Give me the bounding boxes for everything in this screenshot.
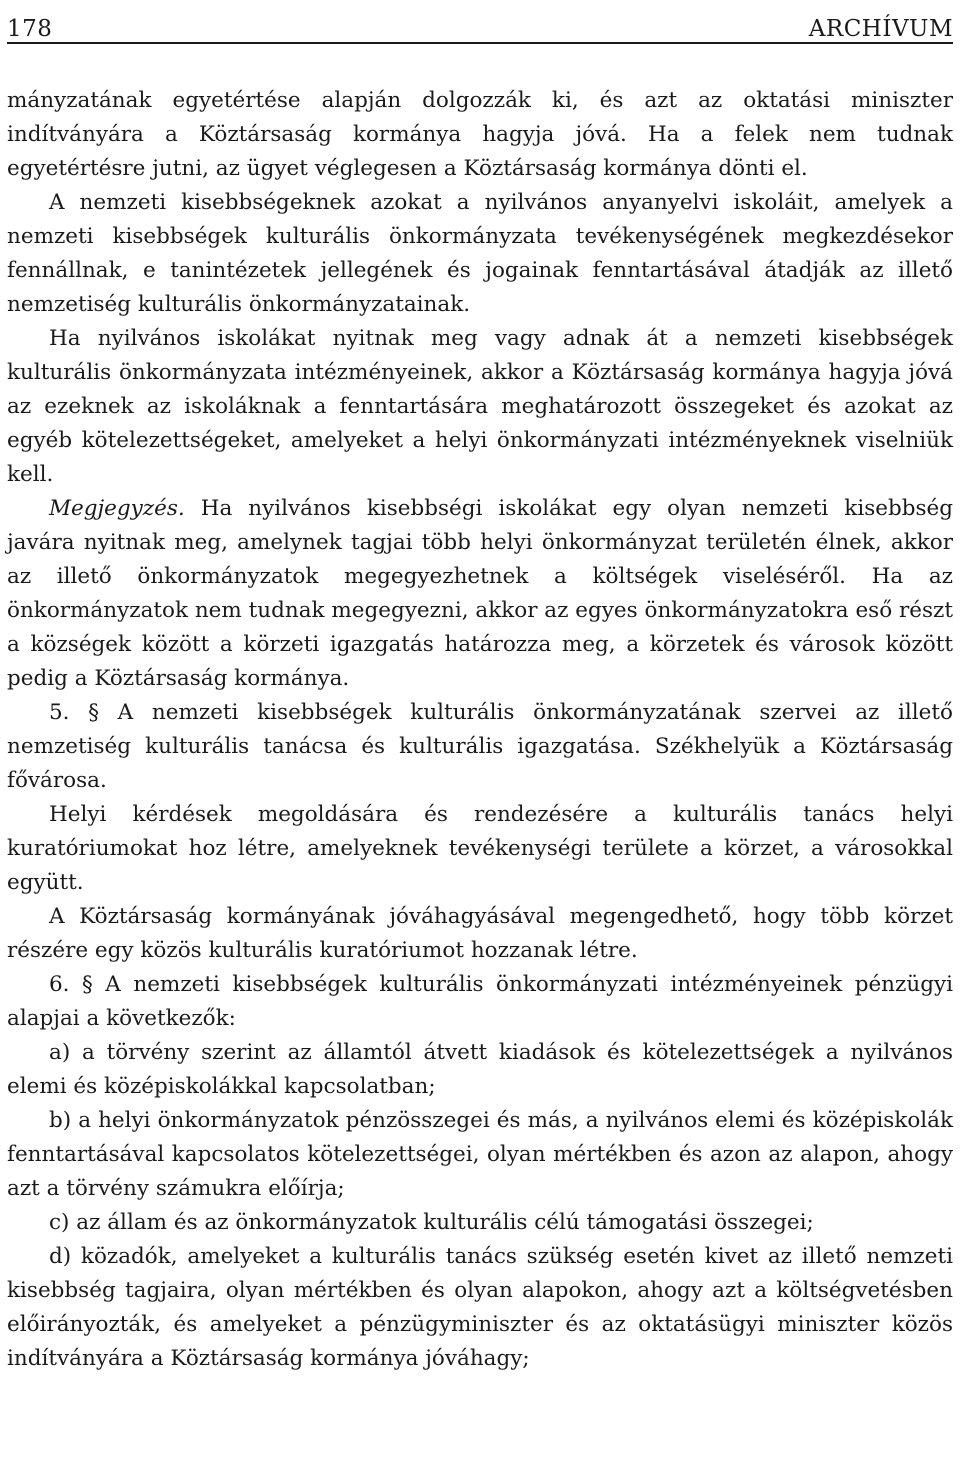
list-item-b: b) a helyi önkormányzatok pénzösszegei és más, a nyilvános elemi és középiskolák fenntartásával kapcsolatos kötelezettségei, olyan mértékben és azon az alapon, ahogy azt a törvény számukra előírja; <box>7 1108 953 1201</box>
list-item-a: a) a törvény szerint az államtól átvett kiadások és kötelezettségek a nyilvános elemi és középiskolákkal kapcsolatban; <box>7 1040 953 1099</box>
note-label: Megjegyzés. <box>49 496 185 521</box>
page-number: 178 <box>7 16 53 42</box>
section-6-paragraph: 6. § A nemzeti kisebbségek kulturális önkormányzati intézményeinek pénzügyi alapjai a következők: <box>7 972 953 1031</box>
paragraph-continuation: mányzatának egyetértése alapján dolgozzák ki, és azt az oktatási miniszter indítványára a Köztársaság kormánya hagyja jóvá. Ha a felek nem tudnak egyetértésre jutni, az ügyet véglegesen a Köztársaság kormánya dönti el. <box>7 88 953 181</box>
list-item-c: c) az állam és az önkormányzatok kulturális célú támogatási összegei; <box>49 1210 814 1235</box>
list-item-d: d) közadók, amelyeket a kulturális tanács szükség esetén kivet az illető nemzeti kisebbség tagjaira, olyan mértékben és olyan alapokon, ahogy azt a költségvetésben előirányozták, és amelyeket a pénzügyminiszter és az oktatásügyi miniszter közös indítványára a Köztársaság kormánya jóváhagy; <box>7 1244 953 1371</box>
note-paragraph <box>7 492 953 696</box>
running-title: ARCHÍVUM <box>808 16 953 42</box>
paragraph: A Köztársaság kormányának jóváhagyásával megengedhető, hogy több körzet részére egy közös kulturális kuratóriumot hozzanak létre. <box>7 904 953 963</box>
note-text: Ha nyilvános kisebbségi iskolákat egy olyan nemzeti kisebbség javára nyitnak meg, amelynek tagjai több helyi önkormányzat területén élnek, akkor az illető önkormányzatok megegyezhetnek a költségek viseléséről. Ha az önkormányzatok nem tudnak megegyezni, akkor az egyes önkormányzatokra eső részt a községek között a körzeti igazgatás határozza meg, a körzetek és városok között pedig a Köztársaság kormánya. <box>7 496 953 691</box>
section-5-paragraph: 5. § A nemzeti kisebbségek kulturális önkormányzatának szervei az illető nemzetiség kulturális tanácsa és kulturális igazgatása. Székhelyük a Köztársaság fővárosa. <box>7 700 953 793</box>
paragraph: Ha nyilvános iskolákat nyitnak meg vagy adnak át a nemzeti kisebbségek kulturális önkormányzata intézményeinek, akkor a Köztársaság kormánya hagyja jóvá az ezeknek az iskoláknak a fenntartására meghatározott összegeket és azokat az egyéb kötelezettségeket, amelyeket a helyi önkormányzati intézményeknek viselniük kell. <box>7 326 953 487</box>
body-text <box>7 44 953 1376</box>
paragraph: A nemzeti kisebbségeknek azokat a nyilvános anyanyelvi iskoláit, amelyek a nemzeti kisebbségek kulturális önkormányzata tevékenységének megkezdésekor fennállnak, e tanintézetek jellegének és jogainak fenntartásával átadják az illető nemzetiség kulturális önkormányzatainak. <box>7 190 953 317</box>
page-header <box>7 0 953 44</box>
paragraph: Helyi kérdések megoldására és rendezésére a kulturális tanács helyi kuratóriumokat hoz létre, amelyeknek tevékenységi területe a körzet, a városokkal együtt. <box>7 802 953 895</box>
